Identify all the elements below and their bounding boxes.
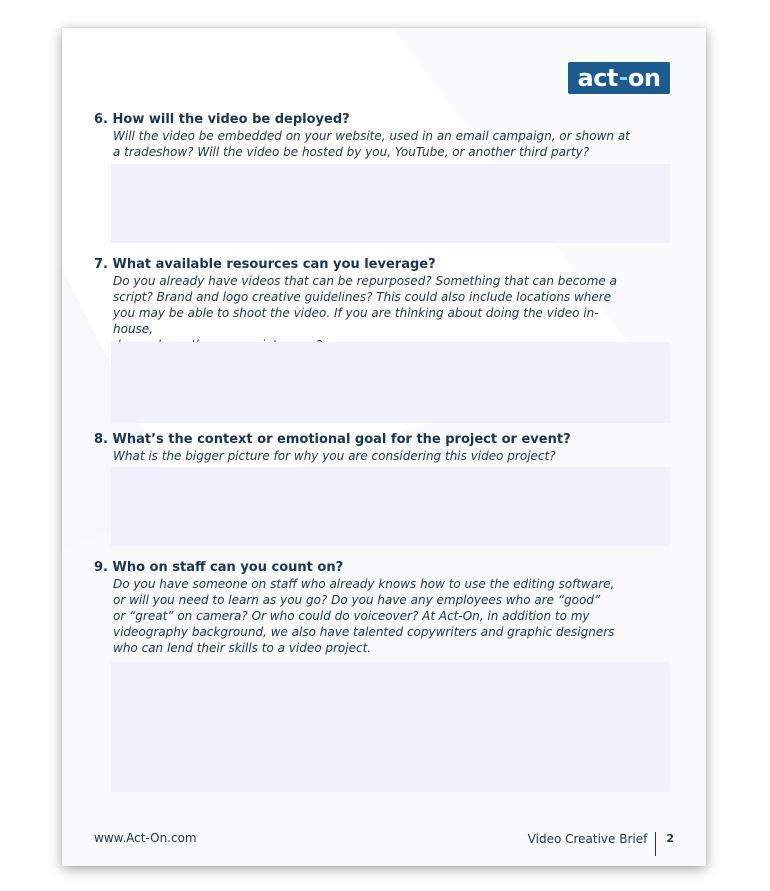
answer-box-9[interactable] [111,662,670,792]
question-6 [94,111,674,160]
footer-right [528,832,674,858]
footer-divider [655,832,656,856]
question-description: Do you have someone on staff who already knows how to use the editing software, or will you need to learn as you go? Do you have any employees who are “good” or “great” on camera? Or who could do voiceover? At Act-On, in addition to my videography background, we also have talented copywriters and graphic designers who can lend their skills to a video project. [113,577,615,655]
logo-text-left: act [577,64,618,92]
question-title: 7. What available resources can you leverage? [94,257,436,272]
question-title: 9. Who on staff can you count on? [94,560,344,575]
question-title: 6. How will the video be deployed? [94,112,350,127]
question-9 [94,559,674,656]
answer-box-8[interactable] [111,467,670,546]
question-title: 8. What’s the context or emotional goal for the project or event? [94,432,571,447]
page-number: 2 [666,832,674,845]
footer-url: www.Act-On.com [94,831,197,845]
answer-box-7[interactable] [111,342,670,423]
footer-doc-title: Video Creative Brief [527,832,648,846]
question-7 [94,256,674,353]
act-on-logo [568,62,670,94]
logo-dash [620,77,627,80]
question-description: Will the video be embedded on your website, used in an email campaign, or shown at a tradeshow? Will the video be hosted by you, YouTube, or another third party? [113,129,630,159]
question-description: Do you already have videos that can be repurposed? Something that can become a script? Brand and logo creative guidelines? This could also include locations where you may be able to shoot the video. If you are thinking about doing the video in-house, [113,274,617,336]
answer-box-6[interactable] [111,164,670,243]
logo-text-right: on [627,64,661,92]
question-8 [94,431,674,464]
document-page [62,28,706,866]
question-description: What is the bigger picture for why you are considering this video project? [113,449,556,463]
